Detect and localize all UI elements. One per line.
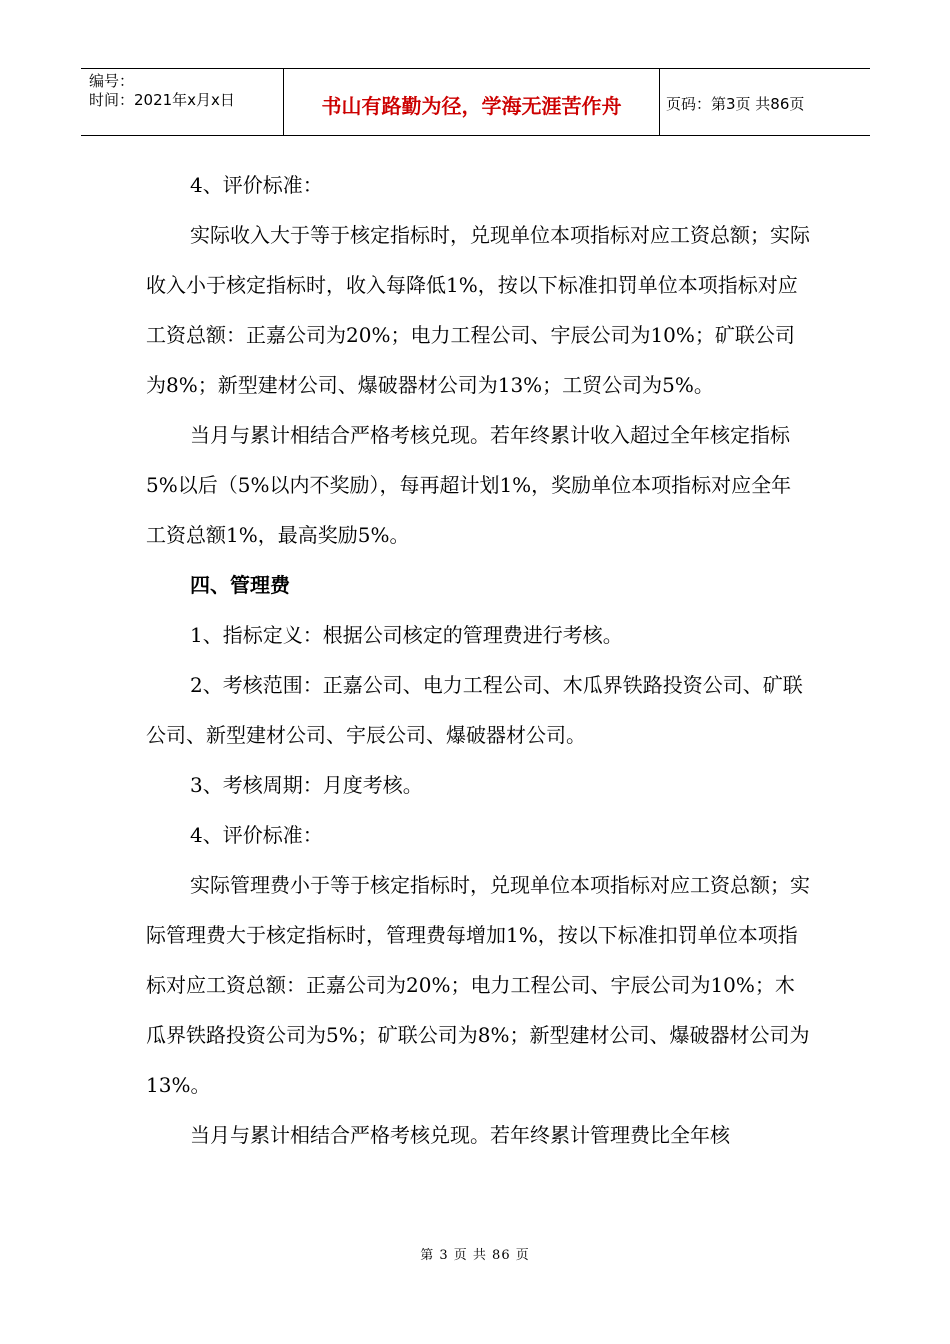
paragraph: 4、评价标准： bbox=[190, 823, 323, 847]
paragraph: 当月与累计相结合严格考核兑现。若年终累计管理费比全年核 bbox=[190, 1123, 730, 1147]
header-page-info: 页码：第3页 共86页 bbox=[666, 95, 805, 113]
document-number-label: 编号： bbox=[89, 72, 135, 90]
paragraph: 3、考核周期：月度考核。 bbox=[190, 773, 423, 797]
document-body bbox=[146, 160, 811, 1160]
paragraph: 当月与累计相结合严格考核兑现。若年终累计收入超过全年核定指标5%以后（5%以内不奖励），每再超计划1%，奖励单位本项指标对应全年工资总额1%，最高奖励5%。 bbox=[146, 423, 792, 547]
paragraph: 4、评价标准： bbox=[190, 173, 323, 197]
section-heading: 四、管理费 bbox=[190, 573, 290, 597]
paragraph: 实际收入大于等于核定指标时，兑现单位本项指标对应工资总额；实际收入小于核定指标时，收入每降低1%，按以下标准扣罚单位本项指标对应工资总额：正嘉公司为20%；电力工程公司、宇辰公司为10%；矿联公司为8%；新型建材公司、爆破器材公司为13%；工贸公司为5%。 bbox=[146, 223, 810, 397]
paragraph: 实际管理费小于等于核定指标时，兑现单位本项指标对应工资总额；实际管理费大于核定指标时，管理费每增加1%，按以下标准扣罚单位本项指标对应工资总额：正嘉公司为20%；电力工程公司、宇辰公司为10%；木瓜界铁路投资公司为5%；矿联公司为8%；新型建材公司、爆破器材公司为13%。 bbox=[146, 873, 810, 1097]
header-motto: 书山有路勤为径，学海无涯苦作舟 bbox=[284, 69, 660, 135]
paragraph: 1、指标定义：根据公司核定的管理费进行考核。 bbox=[190, 623, 623, 647]
page-header bbox=[81, 68, 870, 136]
page-footer: 第 3 页 共 86 页 bbox=[420, 1248, 530, 1263]
header-meta bbox=[81, 69, 284, 135]
document-date: 时间：2021年x月x日 bbox=[89, 91, 235, 109]
paragraph: 2、考核范围：正嘉公司、电力工程公司、木瓜界铁路投资公司、矿联公司、新型建材公司、宇辰公司、爆破器材公司。 bbox=[146, 673, 803, 747]
